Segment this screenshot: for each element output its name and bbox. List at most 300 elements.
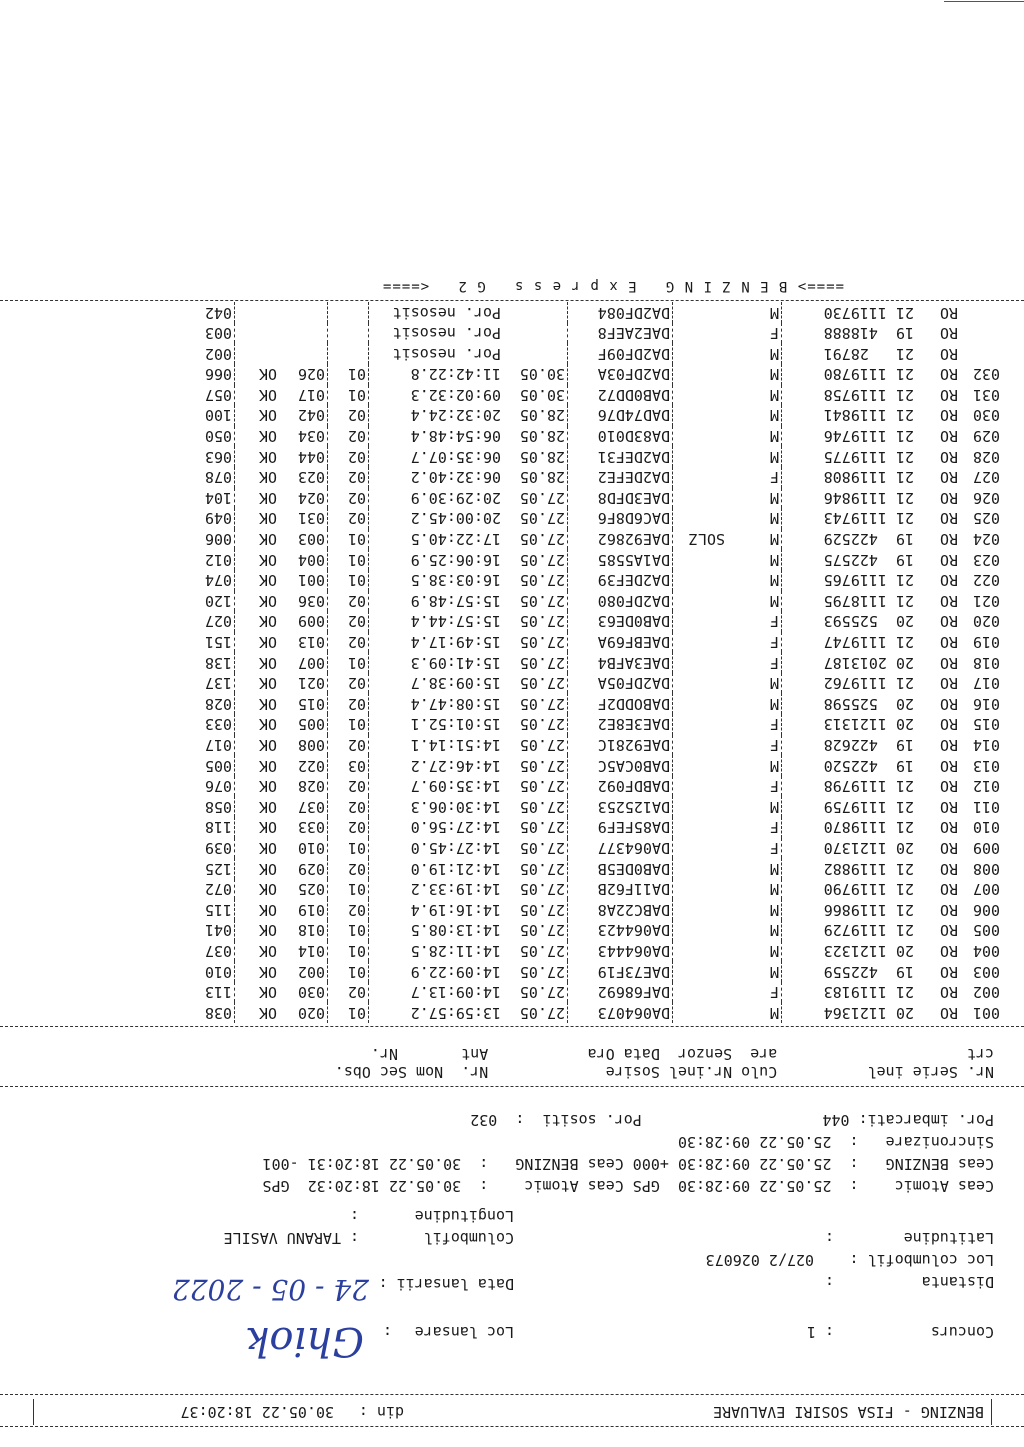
row-time: 15:57:44.4 bbox=[410, 612, 501, 631]
row-sex: M bbox=[727, 755, 782, 776]
row-sex: M bbox=[727, 385, 782, 406]
longitudine-label: Longitudine bbox=[414, 1207, 514, 1225]
row-ant: 02 bbox=[328, 591, 369, 612]
row-crt: 008 bbox=[972, 859, 1000, 878]
table-row bbox=[170, 508, 1002, 529]
row-chip: DAE3AFB4 bbox=[568, 652, 673, 673]
row-date: 27.05 bbox=[503, 941, 568, 962]
row-ant bbox=[328, 323, 369, 344]
row-crt: 025 bbox=[972, 509, 1000, 528]
row-date: 27.05 bbox=[503, 961, 568, 982]
row-date: 28.05 bbox=[503, 405, 568, 426]
row-chip: DAE3DFD8 bbox=[568, 488, 673, 509]
table-row bbox=[170, 776, 1002, 797]
row-ok bbox=[235, 343, 280, 364]
table-row bbox=[170, 570, 1002, 591]
table-header-top-border bbox=[0, 1086, 1024, 1087]
row-country: RO bbox=[939, 344, 958, 363]
row-ok: OK bbox=[258, 427, 277, 446]
row-nom: 036 bbox=[279, 591, 328, 612]
row-obs: 118 bbox=[170, 817, 235, 838]
row-date: 30.05 bbox=[503, 385, 568, 406]
row-ok: OK bbox=[258, 818, 277, 837]
row-ring: 19 422628 bbox=[823, 735, 914, 754]
row-nom: 030 bbox=[279, 982, 328, 1003]
table-row bbox=[170, 899, 1002, 920]
row-chip: DA2DF084 bbox=[568, 302, 673, 323]
row-time: 14:35:09.7 bbox=[410, 777, 501, 796]
row-country: RO bbox=[939, 797, 958, 816]
row-ant: 02 bbox=[328, 632, 369, 653]
row-solz bbox=[673, 735, 728, 756]
row-sex: F bbox=[727, 632, 782, 653]
row-chip: DABDF092 bbox=[568, 776, 673, 797]
row-time: 20:00:45.2 bbox=[410, 509, 501, 528]
row-chip: DA064443 bbox=[568, 941, 673, 962]
row-country: RO bbox=[939, 653, 958, 672]
row-solz bbox=[673, 899, 728, 920]
row-chip: DAEBF69A bbox=[568, 632, 673, 653]
row-ring: 21 1119798 bbox=[823, 777, 914, 796]
row-ring: 21 1119765 bbox=[823, 571, 914, 590]
row-ok: OK bbox=[258, 468, 277, 487]
row-nom bbox=[279, 302, 328, 323]
table-row bbox=[170, 446, 1002, 467]
row-crt: 009 bbox=[972, 838, 1000, 857]
row-time: 09:02:32.3 bbox=[410, 385, 501, 404]
row-sex: M bbox=[727, 488, 782, 509]
row-date: 28.05 bbox=[503, 467, 568, 488]
row-crt: 003 bbox=[972, 962, 1000, 981]
row-time: 16:06:25.9 bbox=[410, 550, 501, 569]
row-crt: 010 bbox=[972, 818, 1000, 837]
row-obs: 041 bbox=[170, 920, 235, 941]
row-date: 27.05 bbox=[503, 611, 568, 632]
row-nom: 015 bbox=[279, 694, 328, 715]
table-row bbox=[170, 941, 1002, 962]
table-row bbox=[170, 529, 1002, 550]
row-obs: 151 bbox=[170, 632, 235, 653]
row-ring: 21 1118795 bbox=[823, 591, 914, 610]
row-ant: 02 bbox=[328, 508, 369, 529]
row-date: 27.05 bbox=[503, 694, 568, 715]
row-obs: 049 bbox=[170, 508, 235, 529]
row-sex: M bbox=[727, 899, 782, 920]
row-time: 13:59:57.2 bbox=[410, 1003, 501, 1022]
row-country: RO bbox=[939, 509, 958, 528]
page-edge-line bbox=[944, 1, 1024, 2]
row-nom: 028 bbox=[279, 776, 328, 797]
row-crt: 002 bbox=[972, 983, 1000, 1002]
row-chip: DAE3E8E2 bbox=[568, 714, 673, 735]
table-row bbox=[170, 632, 1002, 653]
row-chip: DA2DEF39 bbox=[568, 570, 673, 591]
row-ant: 02 bbox=[328, 611, 369, 632]
row-ant: 02 bbox=[328, 467, 369, 488]
row-obs: 037 bbox=[170, 941, 235, 962]
row-crt: 006 bbox=[972, 900, 1000, 919]
row-ant bbox=[328, 343, 369, 364]
row-ring: 21 1119808 bbox=[823, 468, 914, 487]
row-crt bbox=[960, 343, 1002, 364]
row-chip: DA2DEF31 bbox=[568, 446, 673, 467]
row-solz bbox=[673, 508, 728, 529]
row-time: 17:22:40.5 bbox=[410, 530, 501, 549]
row-ok: OK bbox=[258, 674, 277, 693]
row-time: 14:21:19.0 bbox=[410, 859, 501, 878]
row-chip: DABC22A8 bbox=[568, 899, 673, 920]
row-solz bbox=[673, 570, 728, 591]
row-sex: M bbox=[727, 920, 782, 941]
row-crt: 005 bbox=[972, 921, 1000, 940]
row-country: RO bbox=[939, 983, 958, 1002]
row-solz bbox=[673, 961, 728, 982]
row-obs: 072 bbox=[170, 879, 235, 900]
row-nom: 004 bbox=[279, 549, 328, 570]
row-crt: 015 bbox=[972, 715, 1000, 734]
row-ant: 02 bbox=[328, 796, 369, 817]
printed-timestamp: 30.05.22 18:20:37 bbox=[180, 1403, 334, 1421]
row-ant: 01 bbox=[328, 920, 369, 941]
table-row bbox=[170, 879, 1002, 900]
row-ring: 21 1119882 bbox=[823, 859, 914, 878]
row-crt: 024 bbox=[972, 530, 1000, 549]
row-ok: OK bbox=[258, 509, 277, 528]
row-date: 27.05 bbox=[503, 879, 568, 900]
row-ant: 01 bbox=[328, 385, 369, 406]
row-nom: 026 bbox=[279, 364, 328, 385]
row-sex: M bbox=[727, 858, 782, 879]
row-sex: F bbox=[727, 611, 782, 632]
row-nom: 017 bbox=[279, 385, 328, 406]
row-solz bbox=[673, 446, 728, 467]
row-crt: 013 bbox=[972, 756, 1000, 775]
row-date: 28.05 bbox=[503, 446, 568, 467]
row-ok: OK bbox=[258, 406, 277, 425]
row-crt: 001 bbox=[972, 1003, 1000, 1022]
row-sex: M bbox=[727, 549, 782, 570]
row-ant: 02 bbox=[328, 673, 369, 694]
table-row bbox=[170, 364, 1002, 385]
row-time: 14:27:56.0 bbox=[410, 818, 501, 837]
row-time: 14:09:13.7 bbox=[410, 983, 501, 1002]
row-crt: 019 bbox=[972, 633, 1000, 652]
row-nom: 002 bbox=[279, 961, 328, 982]
row-obs: 100 bbox=[170, 405, 235, 426]
sincronizare-line: Sincronizare : 25.05.22 09:28:30 bbox=[677, 1133, 994, 1151]
row-crt: 023 bbox=[972, 550, 1000, 569]
row-solz bbox=[673, 343, 728, 364]
row-nom: 003 bbox=[279, 529, 328, 550]
row-nom: 018 bbox=[279, 920, 328, 941]
row-ring: 21 1119743 bbox=[823, 509, 914, 528]
row-time: 14:09:22.9 bbox=[410, 962, 501, 981]
row-crt: 030 bbox=[972, 406, 1000, 425]
row-sex: M bbox=[727, 961, 782, 982]
row-crt bbox=[960, 302, 1002, 323]
row-ok: OK bbox=[258, 633, 277, 652]
row-crt: 014 bbox=[972, 735, 1000, 754]
row-ring: 19 422520 bbox=[823, 756, 914, 775]
row-time: Por. nesosit bbox=[392, 344, 501, 363]
row-time: 14:46:27.2 bbox=[410, 756, 501, 775]
row-ok: OK bbox=[258, 385, 277, 404]
row-ant: 02 bbox=[328, 899, 369, 920]
row-obs: 027 bbox=[170, 611, 235, 632]
row-chip: DA064423 bbox=[568, 920, 673, 941]
table-row bbox=[170, 920, 1002, 941]
row-obs: 002 bbox=[170, 343, 235, 364]
row-obs: 066 bbox=[170, 364, 235, 385]
row-ring: 20 1121370 bbox=[823, 838, 914, 857]
row-ring: 20 525593 bbox=[823, 612, 914, 631]
row-ant: 01 bbox=[328, 879, 369, 900]
columbofil-label: Columbofil bbox=[423, 1229, 514, 1247]
row-crt: 021 bbox=[972, 591, 1000, 610]
row-nom: 031 bbox=[279, 508, 328, 529]
row-solz bbox=[673, 611, 728, 632]
row-ring: 21 28791 bbox=[823, 344, 914, 363]
row-date: 27.05 bbox=[503, 776, 568, 797]
row-nom: 014 bbox=[279, 941, 328, 962]
report-title: BENZING - FISA SOSIRI EVALUARE bbox=[713, 1403, 984, 1421]
row-solz bbox=[673, 838, 728, 859]
table-row bbox=[170, 673, 1002, 694]
row-solz bbox=[673, 632, 728, 653]
row-ring: 19 422575 bbox=[823, 550, 914, 569]
row-chip: DA1A5585 bbox=[568, 549, 673, 570]
row-ring: 20 1121323 bbox=[823, 941, 914, 960]
row-chip: DA064073 bbox=[568, 1002, 673, 1023]
row-solz bbox=[673, 858, 728, 879]
row-sex: M bbox=[727, 364, 782, 385]
row-solz bbox=[673, 673, 728, 694]
row-chip: DA11F62B bbox=[568, 879, 673, 900]
row-ant: 01 bbox=[328, 714, 369, 735]
row-obs: 115 bbox=[170, 899, 235, 920]
row-obs: 038 bbox=[170, 1002, 235, 1023]
row-ok: OK bbox=[258, 777, 277, 796]
row-sex: F bbox=[727, 776, 782, 797]
row-obs: 076 bbox=[170, 776, 235, 797]
row-country: RO bbox=[939, 571, 958, 590]
row-ok: OK bbox=[258, 530, 277, 549]
row-sex: F bbox=[727, 323, 782, 344]
row-solz bbox=[673, 920, 728, 941]
row-obs: 005 bbox=[170, 755, 235, 776]
row-ok: OK bbox=[258, 941, 277, 960]
row-solz bbox=[673, 549, 728, 570]
row-ring: 20 2013187 bbox=[823, 653, 914, 672]
row-ring: 20 1121364 bbox=[823, 1003, 914, 1022]
loc-lansare-handwritten: Ghiok bbox=[245, 1318, 364, 1364]
row-sex: M bbox=[727, 941, 782, 962]
row-sex: F bbox=[727, 735, 782, 756]
row-obs: 042 bbox=[170, 302, 235, 323]
row-ring: 21 1119746 bbox=[823, 427, 914, 446]
row-ok: OK bbox=[258, 735, 277, 754]
row-ant: 01 bbox=[328, 838, 369, 859]
row-chip: DA83D010 bbox=[568, 426, 673, 447]
loc-lansare-value: : bbox=[382, 1323, 392, 1341]
title-left-bar bbox=[991, 1399, 992, 1425]
row-chip: DA2DF05A bbox=[568, 673, 673, 694]
row-obs: 057 bbox=[170, 385, 235, 406]
row-crt: 020 bbox=[972, 612, 1000, 631]
row-crt: 004 bbox=[972, 941, 1000, 960]
row-obs: 138 bbox=[170, 652, 235, 673]
row-date bbox=[503, 343, 568, 364]
row-country: RO bbox=[939, 777, 958, 796]
row-time: 15:57:48.9 bbox=[410, 591, 501, 610]
row-time: 11:42:22.8 bbox=[410, 365, 501, 384]
row-country: RO bbox=[939, 591, 958, 610]
row-obs: 063 bbox=[170, 446, 235, 467]
row-obs: 050 bbox=[170, 426, 235, 447]
row-nom: 019 bbox=[279, 899, 328, 920]
row-solz bbox=[673, 879, 728, 900]
row-chip: DAC6D8F6 bbox=[568, 508, 673, 529]
row-ring: 21 1119730 bbox=[823, 303, 914, 322]
row-chip: DAE92862 bbox=[568, 529, 673, 550]
row-ok bbox=[235, 302, 280, 323]
row-sex: M bbox=[727, 591, 782, 612]
row-nom: 013 bbox=[279, 632, 328, 653]
row-nom: 007 bbox=[279, 652, 328, 673]
row-ring: 20 1121313 bbox=[823, 715, 914, 734]
row-ok: OK bbox=[258, 550, 277, 569]
row-sex: M bbox=[727, 426, 782, 447]
table-row bbox=[170, 961, 1002, 982]
row-ant: 01 bbox=[328, 364, 369, 385]
row-nom: 029 bbox=[279, 858, 328, 879]
row-country: RO bbox=[939, 324, 958, 343]
table-row bbox=[170, 405, 1002, 426]
table-header-line2: crt are Senzor Data Ora Ant Nr. bbox=[370, 1045, 994, 1063]
row-ant: 02 bbox=[328, 405, 369, 426]
row-ant: 02 bbox=[328, 426, 369, 447]
row-sex: F bbox=[727, 838, 782, 859]
row-date: 28.05 bbox=[503, 426, 568, 447]
row-obs: 006 bbox=[170, 529, 235, 550]
row-chip: DAE2AEF8 bbox=[568, 323, 673, 344]
row-nom: 033 bbox=[279, 817, 328, 838]
row-crt: 026 bbox=[972, 488, 1000, 507]
row-date: 27.05 bbox=[503, 652, 568, 673]
row-obs: 017 bbox=[170, 735, 235, 756]
row-nom: 009 bbox=[279, 611, 328, 632]
row-obs: 113 bbox=[170, 982, 235, 1003]
row-sex: M bbox=[727, 673, 782, 694]
table-row bbox=[170, 694, 1002, 715]
row-obs: 058 bbox=[170, 796, 235, 817]
row-time: 15:41:09.3 bbox=[410, 653, 501, 672]
row-ok: OK bbox=[258, 859, 277, 878]
row-solz bbox=[673, 1002, 728, 1023]
row-chip: DAF68692 bbox=[568, 982, 673, 1003]
row-nom: 022 bbox=[279, 755, 328, 776]
row-solz bbox=[673, 323, 728, 344]
row-nom: 024 bbox=[279, 488, 328, 509]
row-ant: 02 bbox=[328, 488, 369, 509]
row-sex: M bbox=[727, 343, 782, 364]
row-crt bbox=[960, 323, 1002, 344]
row-obs: 078 bbox=[170, 467, 235, 488]
concurs-value: : 1 bbox=[806, 1323, 834, 1341]
row-date: 27.05 bbox=[503, 714, 568, 735]
row-sex: M bbox=[727, 302, 782, 323]
row-country: RO bbox=[939, 303, 958, 322]
row-ant: 01 bbox=[328, 941, 369, 962]
row-crt: 016 bbox=[972, 694, 1000, 713]
title-right-bar bbox=[33, 1399, 34, 1425]
row-country: RO bbox=[939, 756, 958, 775]
row-ring: 21 1119758 bbox=[823, 385, 914, 404]
row-country: RO bbox=[939, 550, 958, 569]
row-ring: 21 1119775 bbox=[823, 447, 914, 466]
row-solz bbox=[673, 817, 728, 838]
row-chip: DAB0CA5C bbox=[568, 755, 673, 776]
row-ok: OK bbox=[258, 488, 277, 507]
footer-banner: ====> B E N Z I N G E x p r e s s G 2 <==== bbox=[381, 278, 844, 294]
row-nom: 021 bbox=[279, 673, 328, 694]
table-row bbox=[170, 817, 1002, 838]
row-ok: OK bbox=[258, 653, 277, 672]
table-row bbox=[170, 714, 1002, 735]
row-solz bbox=[673, 591, 728, 612]
row-solz bbox=[673, 755, 728, 776]
row-obs: 125 bbox=[170, 858, 235, 879]
table-row bbox=[170, 611, 1002, 632]
row-sex: M bbox=[727, 1002, 782, 1023]
table-row bbox=[170, 652, 1002, 673]
row-nom: 010 bbox=[279, 838, 328, 859]
latitudine-label: Latitudine bbox=[903, 1229, 994, 1247]
row-ring: 21 1119846 bbox=[823, 488, 914, 507]
loc-columbofil-value: 027/2 026073 bbox=[705, 1251, 814, 1269]
row-time: 15:49:17.4 bbox=[410, 633, 501, 652]
table-row bbox=[170, 755, 1002, 776]
row-ant: 01 bbox=[328, 961, 369, 982]
row-solz bbox=[673, 385, 728, 406]
row-country: RO bbox=[939, 962, 958, 981]
row-time: 15:01:52.1 bbox=[410, 715, 501, 734]
row-date bbox=[503, 302, 568, 323]
top-border bbox=[0, 1426, 1024, 1427]
row-obs: 039 bbox=[170, 838, 235, 859]
row-solz bbox=[673, 796, 728, 817]
row-obs: 120 bbox=[170, 591, 235, 612]
row-country: RO bbox=[939, 674, 958, 693]
row-date: 27.05 bbox=[503, 796, 568, 817]
row-ok: OK bbox=[258, 694, 277, 713]
row-country: RO bbox=[939, 447, 958, 466]
row-ring: 21 1119729 bbox=[823, 921, 914, 940]
row-date: 27.05 bbox=[503, 508, 568, 529]
row-chip: DAE73F19 bbox=[568, 961, 673, 982]
row-ring: 19 418888 bbox=[823, 324, 914, 343]
row-ant: 02 bbox=[328, 817, 369, 838]
row-date: 27.05 bbox=[503, 899, 568, 920]
row-ant: 01 bbox=[328, 652, 369, 673]
row-date: 27.05 bbox=[503, 920, 568, 941]
row-ring: 21 1119841 bbox=[823, 406, 914, 425]
row-country: RO bbox=[939, 838, 958, 857]
loc-columbofil-label: Loc columbofil : bbox=[849, 1251, 994, 1269]
row-sex: F bbox=[727, 467, 782, 488]
table-bottom-border bbox=[0, 300, 1024, 301]
row-ant: 02 bbox=[328, 776, 369, 797]
